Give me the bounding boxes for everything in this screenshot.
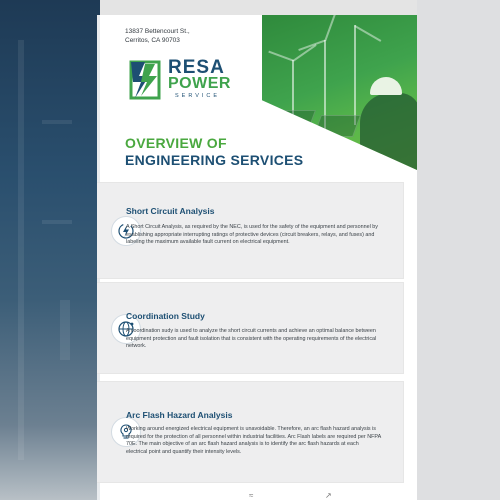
background-right [417,0,500,500]
hard-hat [370,77,402,95]
card-title: Arc Flash Hazard Analysis [126,410,233,420]
company-address: 13837 Bettencourt St., Cerritos, CA 90703 [125,28,190,44]
logo-text-service: SERVICE [175,93,221,99]
card-body: A coordination sudy is used to analyze the short circuit currents and achieve an optimal balance between equipment protection and fault isolation that is consistent with the operating requirements of the electrical network. [126,328,377,350]
background-photo-left [0,0,100,500]
logo-bolt-icon [125,58,165,102]
card-body: Working around energized electrical equipment is unavoidable. Therefore, an arc flash hazard analysis is required for the protection of all personnel within industrial facilities. Arc Flash labels are required per NFPA 70E. The main objective of an arc flash hazard analysis is to identify the arc flash hazards at each electrical point and quantify their intensity levels. [126,426,381,455]
worker-figure [360,93,417,170]
footer-tool-icon: ↗ [325,491,332,500]
logo-text-resa: RESA [168,57,225,78]
title-line-2: ENGINEERING SERVICES [125,152,304,168]
service-card-short-circuit [97,183,403,278]
card-title: Short Circuit Analysis [126,206,215,216]
page-title [125,135,303,169]
flyer-page [97,15,417,500]
title-line-1: OVERVIEW OF [125,135,227,151]
logo-text-power: POWER [168,75,231,92]
company-logo [125,58,235,118]
service-card-arc-flash [97,382,403,482]
card-body: A Short Circuit Analysis, as required by the NEC, is used for the safety of the equipment and personnel by esablishing appropriate interrupting ratings of protective devices (circuit breakers, relays, and fuses) and labeling the maximum available fault current on electrical equipment. [126,224,378,246]
card-title: Coordination Study [126,311,205,321]
footer-wifi-icon: ≈ [249,491,254,500]
service-card-coordination [97,283,403,373]
